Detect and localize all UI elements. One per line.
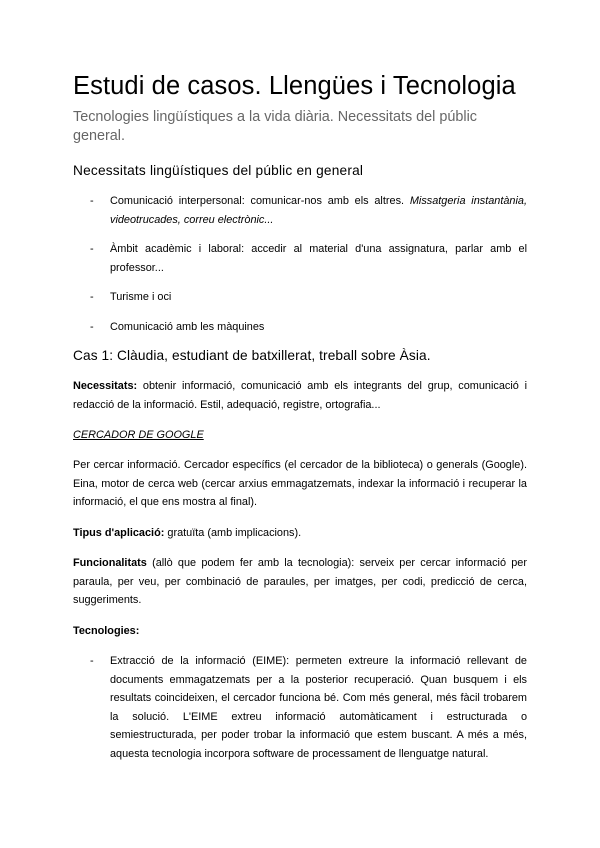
- google-search-link[interactable]: CERCADOR DE GOOGLE: [73, 429, 204, 441]
- technologies-list: [73, 652, 527, 763]
- case-heading: Cas 1: Clàudia, estudiant de batxillerat, treball sobre Àsia.: [73, 348, 431, 363]
- section-heading-needs: Necessitats lingüístiques del públic en general: [73, 163, 364, 178]
- list-item: - Turisme i oci: [90, 291, 172, 303]
- technologies-label: Tecnologies:: [73, 624, 140, 637]
- list-item: - Extracció de la informació (EIME): permeten extreure la informació rellevant de documents emmagatzemats per a la posterior recuperació. Quan busquem i els resultats coincideixen, el cercador funciona bé. Com més general, més fàcil trobarem la solució. L'EIME extreu informació automàticament i estructurada o semiestructurada, per poder trobar la informació que estem buscant. A més a més, aquesta tecnologia incorpora software de processament de llenguatge natural.: [90, 655, 527, 760]
- list-item: - Àmbit acadèmic i laboral: accedir al material d'una assignatura, parlar amb el professor...: [90, 243, 527, 274]
- page-subtitle: Tecnologies lingüístiques a la vida diària. Necessitats del públic general.: [73, 109, 477, 144]
- page-title: Estudi de casos. Llengües i Tecnologia: [73, 72, 516, 100]
- needs-list: [73, 192, 527, 336]
- needs-paragraph: Necessitats: obtenir informació, comunicació amb els integrants del grup, comunicació i redacció de la informació. Estil, adequació, registre, ortografia...: [73, 380, 527, 411]
- functionalities-paragraph: Funcionalitats (allò que podem fer amb la tecnologia): serveix per cercar informació per paraula, per veu, per combinació de paraules, per imatges, per codi, predicció de cerca, suggeriments.: [73, 557, 527, 606]
- list-item: - Comunicació amb les màquines: [90, 320, 265, 333]
- search-paragraph: Per cercar informació. Cercador específics (el cercador de la biblioteca) o generals (Google). Eina, motor de cerca web (cercar arxius emmagatzemats, indexar la informació i recuperar la informació, el que ens mostra al final).: [73, 459, 527, 508]
- app-type-paragraph: Tipus d'aplicació: gratuïta (amb implicacions).: [73, 526, 302, 539]
- list-item: - Comunicació interpersonal: comunicar-nos amb els altres. Missatgeria instantània, videotrucades, correu electrònic...: [90, 195, 527, 226]
